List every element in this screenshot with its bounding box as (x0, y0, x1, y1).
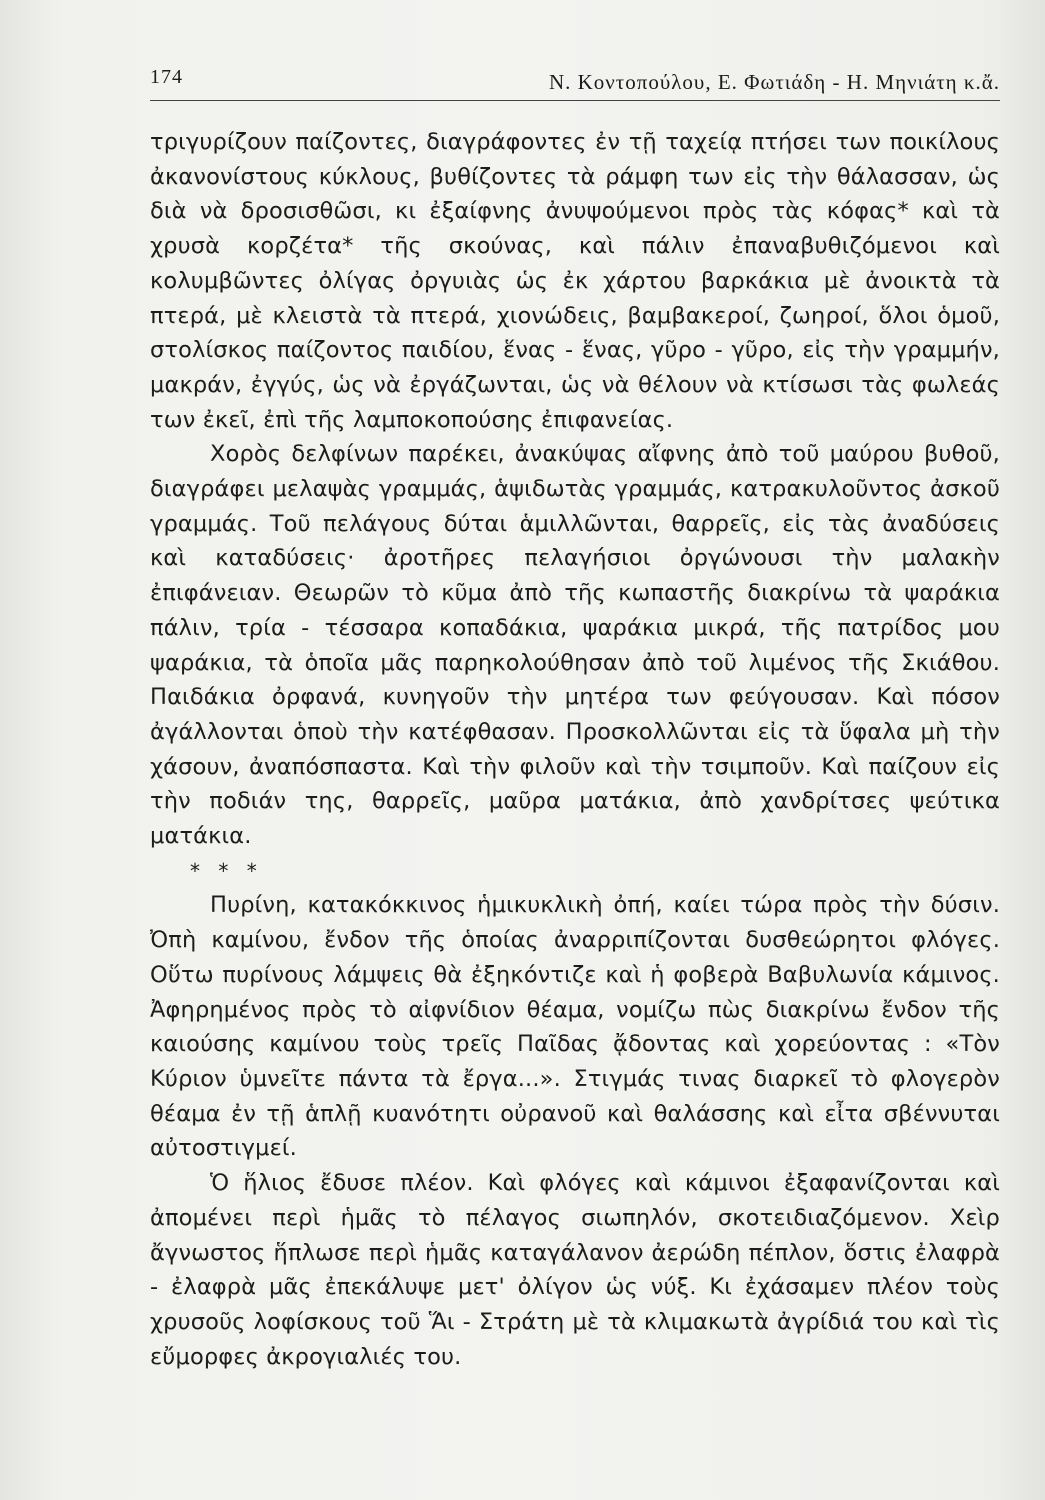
header-rule (150, 100, 1000, 101)
paragraph: τριγυρίζουν παίζοντες, διαγράφοντες ἐν τῇ ταχείᾳ πτήσει των ποικίλους ἀκανονίστους κύκλους, βυθίζοντες τὰ ράμφη των εἰς τὴν θάλασσαν, ὡς διὰ νὰ δροσισθῶσι, κι ἐξαίφνης ἀνυψούμενοι πρὸς τὰς κόφας* καὶ τὰ χρυσὰ κορζέτα* τῆς σκούνας, καὶ πάλιν ἐπαναβυθιζόμενοι καὶ κολυμβῶντες ὀλίγας ὀργυιὰς ὡς ἐκ χάρτου βαρκάκια μὲ ἀνοικτὰ τὰ πτερά, μὲ κλειστὰ τὰ πτερά, χιονώδεις, βαμβακεροί, ζωηροί, ὅλοι ὁμοῦ, στολίσκος παίζοντος παιδίου, ἕνας - ἕνας, γῦρο - γῦρο, εἰς τὴν γραμμήν, μακράν, ἐγγύς, ὡς νὰ ἐργάζωνται, ὡς νὰ θέλουν νὰ κτίσωσι τὰς φωλεάς των ἐκεῖ, ἐπὶ τῆς λαμποκοπούσης ἐπιφανείας. (150, 129, 1000, 433)
page-header (150, 66, 1000, 96)
body-text (150, 125, 1000, 1374)
running-head: Ν. Κοντοπούλου, Ε. Φωτιάδη - Η. Μηνιάτη κ.ἄ. (548, 70, 1000, 94)
paragraph: Χορὸς δελφίνων παρέκει, ἀνακύψας αἴφνης ἀπὸ τοῦ μαύρου βυθοῦ, διαγράφει μελαψὰς γραμμάς, ἁψιδωτὰς γραμμάς, κατρακυλοῦντος ἀσκοῦ γραμμάς. Τοῦ πελάγους δύται ἁμιλλῶνται, θαρρεῖς, εἰς τὰς ἀναδύσεις καὶ καταδύσεις· ἀροτῆρες πελαγήσιοι ὀργώνουσι τὴν μαλακὴν ἐπιφάνειαν. Θεωρῶν τὸ κῦμα ἀπὸ τῆς κωπαστῆς διακρίνω τὰ ψαράκια πάλιν, τρία - τέσσαρα κοπαδάκια, ψαράκια μικρά, τῆς πατρίδος μου ψαράκια, τὰ ὁποῖα μᾶς παρηκολούθησαν ἀπὸ τοῦ λιμένος τῆς Σκιάθου. Παιδάκια ὀρφανά, κυνηγοῦν τὴν μητέρα των φεύγουσαν. Καὶ πόσον ἀγάλλονται ὁποὺ τὴν κατέφθασαν. Προσκολλῶνται εἰς τὰ ὕφαλα μὴ τὴν χάσουν, ἀναπόσπαστα. Καὶ τὴν φιλοῦν καὶ τὴν τσιμποῦν. Καὶ παίζουν εἰς τὴν ποδιάν της, θαρρεῖς, μαῦρα ματάκια, ἀπὸ χανδρίτσες ψεύτικα ματάκια. (150, 441, 1000, 850)
paragraph: Πυρίνη, κατακόκκινος ἡμικυκλικὴ ὀπή, καίει τώρα πρὸς τὴν δύσιν. Ὀπὴ καμίνου, ἔνδον τῆς ὁποίας ἀναρριπίζονται δυσθεώρητοι φλόγες. Οὕτω πυρίνους λάμψεις θὰ ἐξηκόντιζε καὶ ἡ φοβερὰ Βαβυλωνία κάμινος. Ἀφηρημένος πρὸς τὸ αἰφνίδιον θέαμα, νομίζω πὼς διακρίνω ἔνδον τῆς καιούσης καμίνου τοὺς τρεῖς Παῖδας ᾄδοντας καὶ χορεύοντας : «Τὸν Κύριον ὑμνεῖτε πάντα τὰ ἔργα...». Στιγμάς τινας διαρκεῖ τὸ φλογερὸν θέαμα ἐν τῇ ἁπλῇ κυανότητι οὐρανοῦ καὶ θαλάσσης καὶ εἶτα σβέννυται αὐτοστιγμεί. (150, 892, 1000, 1162)
page-number: 174 (150, 66, 183, 88)
section-break: * * * (190, 858, 263, 883)
paragraph: Ὁ ἥλιος ἔδυσε πλέον. Καὶ φλόγες καὶ κάμινοι ἐξαφανίζονται καὶ ἀπομένει περὶ ἡμᾶς τὸ πέλαγος σιωπηλόν, σκοτειδιαζόμενον. Χεὶρ ἄγνωστος ἥπλωσε περὶ ἡμᾶς καταγάλανον ἀερώδη πέπλον, ὅστις ἐλαφρὰ - ἐλαφρὰ μᾶς ἐπεκάλυψε μετ' ὀλίγον ὡς νύξ. Κι ἐχάσαμεν πλέον τοὺς χρυσοῦς λοφίσκους τοῦ Ἅι - Στράτη μὲ τὰ κλιμακωτὰ ἀγρίδιά του καὶ τὶς εὔμορφες ἀκρογιαλιές του. (150, 1170, 1000, 1370)
